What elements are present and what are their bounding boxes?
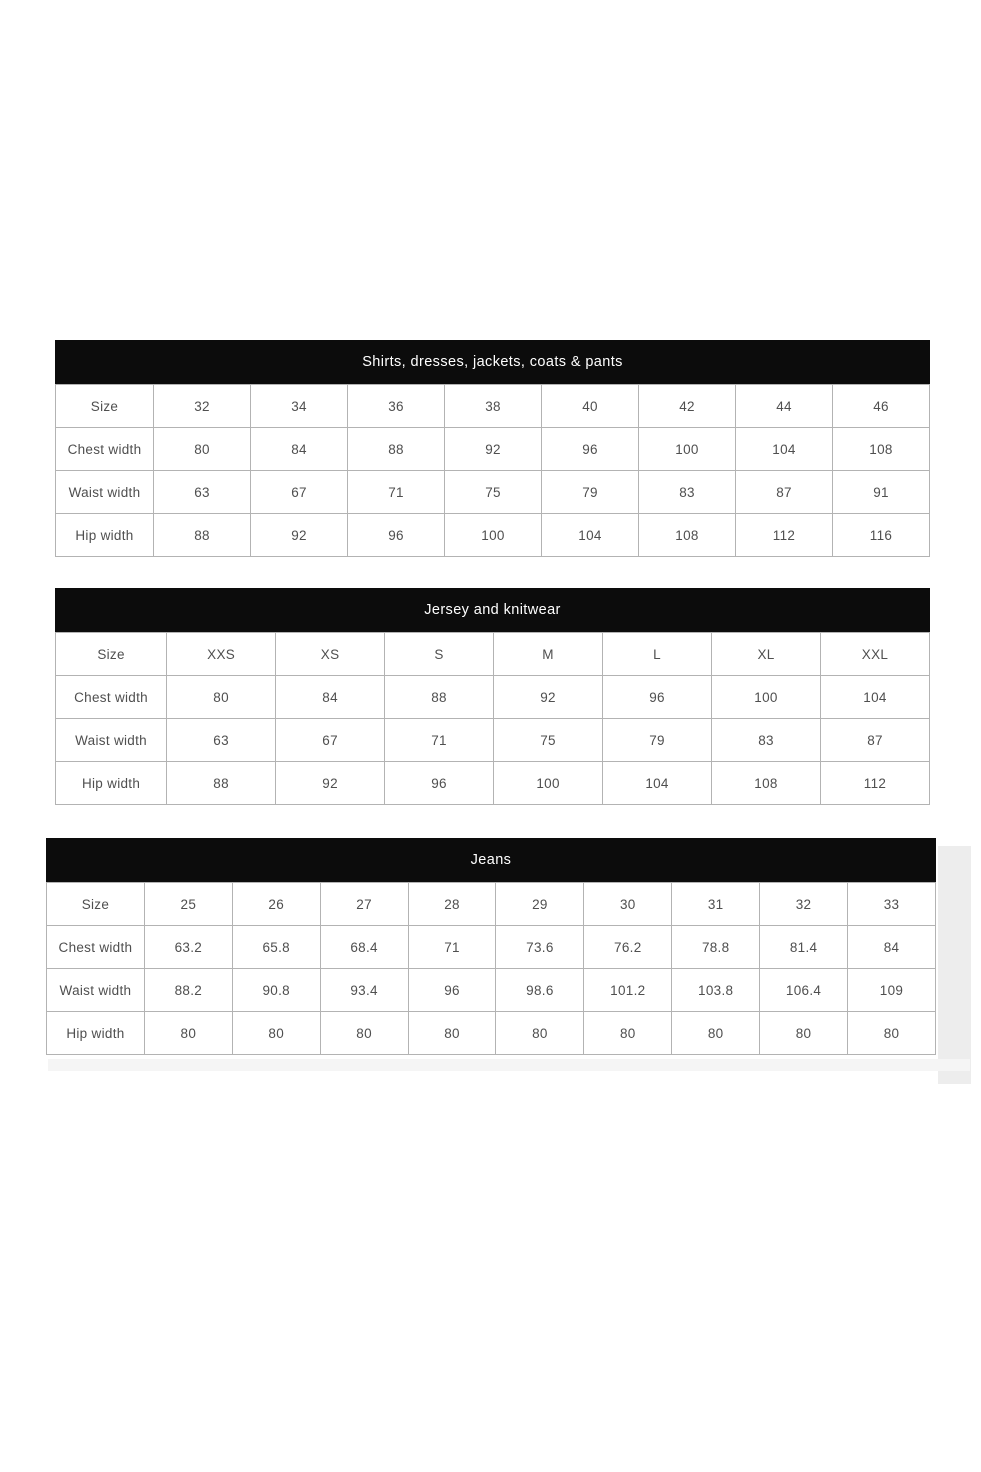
table-cell: 80 — [584, 1012, 672, 1055]
table-cell: L — [603, 633, 712, 676]
measurements-table — [55, 632, 930, 805]
table-cell: 80 — [144, 1012, 232, 1055]
table-cell: 80 — [320, 1012, 408, 1055]
table-cell: 106.4 — [760, 969, 848, 1012]
table-cell: 104 — [603, 762, 712, 805]
table-row — [56, 428, 930, 471]
table-cell: 100 — [494, 762, 603, 805]
table-row — [56, 385, 930, 428]
table-cell: 67 — [276, 719, 385, 762]
table-cell: 32 — [760, 883, 848, 926]
table-cell: 63.2 — [144, 926, 232, 969]
table-cell: S — [385, 633, 494, 676]
table-cell: 46 — [833, 385, 930, 428]
table-row — [56, 514, 930, 557]
table-cell: 104 — [736, 428, 833, 471]
row-label: Waist width — [56, 719, 167, 762]
table-cell: 101.2 — [584, 969, 672, 1012]
table-cell: 83 — [712, 719, 821, 762]
table-title-jersey: Jersey and knitwear — [55, 588, 930, 632]
table-cell: 116 — [833, 514, 930, 557]
table-cell: 112 — [736, 514, 833, 557]
table-cell: 80 — [154, 428, 251, 471]
table-cell: XS — [276, 633, 385, 676]
table-cell: 80 — [408, 1012, 496, 1055]
table-cell: 27 — [320, 883, 408, 926]
table-cell: 65.8 — [232, 926, 320, 969]
table-cell: 32 — [154, 385, 251, 428]
table-cell: 100 — [639, 428, 736, 471]
table-cell: 96 — [542, 428, 639, 471]
table-cell: 92 — [494, 676, 603, 719]
table-cell: 84 — [276, 676, 385, 719]
table-cell: 103.8 — [672, 969, 760, 1012]
table-cell: 80 — [232, 1012, 320, 1055]
table-cell: 96 — [408, 969, 496, 1012]
table-cell: 108 — [833, 428, 930, 471]
table-cell: 40 — [542, 385, 639, 428]
table-cell: 30 — [584, 883, 672, 926]
table-cell: 78.8 — [672, 926, 760, 969]
photo-artifact-strip — [938, 846, 971, 1084]
table-cell: 104 — [821, 676, 930, 719]
table-cell: 63 — [154, 471, 251, 514]
table-cell: 108 — [712, 762, 821, 805]
table-cell: 34 — [251, 385, 348, 428]
table-row — [56, 719, 930, 762]
table-cell: 36 — [348, 385, 445, 428]
table-cell: 88.2 — [144, 969, 232, 1012]
table-cell: 38 — [445, 385, 542, 428]
table-cell: 100 — [445, 514, 542, 557]
table-cell: XXS — [167, 633, 276, 676]
table-title-shirts: Shirts, dresses, jackets, coats & pants — [55, 340, 930, 384]
row-label: Chest width — [56, 676, 167, 719]
table-cell: 91 — [833, 471, 930, 514]
table-row — [56, 676, 930, 719]
table-cell: 26 — [232, 883, 320, 926]
table-cell: 93.4 — [320, 969, 408, 1012]
table-cell: 31 — [672, 883, 760, 926]
table-cell: 80 — [167, 676, 276, 719]
table-cell: 73.6 — [496, 926, 584, 969]
table-cell: 83 — [639, 471, 736, 514]
table-cell: 76.2 — [584, 926, 672, 969]
table-cell: 28 — [408, 883, 496, 926]
table-cell: 63 — [167, 719, 276, 762]
table-cell: 100 — [712, 676, 821, 719]
table-cell: 96 — [385, 762, 494, 805]
table-cell: 80 — [848, 1012, 936, 1055]
row-label: Size — [47, 883, 145, 926]
measurements-table — [55, 384, 930, 557]
table-cell: 80 — [672, 1012, 760, 1055]
table-cell: 71 — [348, 471, 445, 514]
table-cell: 42 — [639, 385, 736, 428]
table-cell: 84 — [251, 428, 348, 471]
table-cell: 67 — [251, 471, 348, 514]
table-cell: 75 — [445, 471, 542, 514]
size-table-jersey-and-knitwear — [55, 588, 930, 805]
table-cell: 79 — [603, 719, 712, 762]
photo-artifact-smudge — [48, 1059, 970, 1071]
table-cell: 88 — [348, 428, 445, 471]
table-cell: 44 — [736, 385, 833, 428]
table-row — [47, 926, 936, 969]
table-row — [56, 471, 930, 514]
table-cell: 108 — [639, 514, 736, 557]
row-label: Hip width — [56, 762, 167, 805]
row-label: Waist width — [56, 471, 154, 514]
table-cell: 96 — [348, 514, 445, 557]
table-cell: 112 — [821, 762, 930, 805]
table-cell: 98.6 — [496, 969, 584, 1012]
measurements-table — [46, 882, 936, 1055]
row-label: Chest width — [47, 926, 145, 969]
table-row — [56, 633, 930, 676]
table-cell: 87 — [736, 471, 833, 514]
table-cell: 25 — [144, 883, 232, 926]
row-label: Size — [56, 633, 167, 676]
table-cell: 88 — [154, 514, 251, 557]
table-cell: 104 — [542, 514, 639, 557]
table-cell: 96 — [603, 676, 712, 719]
table-cell: 88 — [385, 676, 494, 719]
size-table-shirts-dresses-jackets-coats-pants — [55, 340, 930, 557]
table-row — [47, 969, 936, 1012]
table-cell: 75 — [494, 719, 603, 762]
table-cell: 29 — [496, 883, 584, 926]
table-cell: 92 — [251, 514, 348, 557]
row-label: Hip width — [56, 514, 154, 557]
table-cell: 92 — [276, 762, 385, 805]
row-label: Hip width — [47, 1012, 145, 1055]
table-cell: 33 — [848, 883, 936, 926]
table-cell: 90.8 — [232, 969, 320, 1012]
table-row — [47, 883, 936, 926]
table-cell: XL — [712, 633, 821, 676]
row-label: Chest width — [56, 428, 154, 471]
table-cell: 88 — [167, 762, 276, 805]
table-cell: 84 — [848, 926, 936, 969]
table-cell: 80 — [760, 1012, 848, 1055]
table-cell: 87 — [821, 719, 930, 762]
table-cell: 68.4 — [320, 926, 408, 969]
table-cell: 80 — [496, 1012, 584, 1055]
table-cell: 71 — [385, 719, 494, 762]
table-cell: 92 — [445, 428, 542, 471]
table-title-jeans: Jeans — [46, 838, 936, 882]
table-cell: XXL — [821, 633, 930, 676]
size-table-jeans — [46, 838, 936, 1055]
table-cell: 81.4 — [760, 926, 848, 969]
table-cell: 79 — [542, 471, 639, 514]
table-row — [47, 1012, 936, 1055]
row-label: Waist width — [47, 969, 145, 1012]
table-row — [56, 762, 930, 805]
row-label: Size — [56, 385, 154, 428]
table-cell: M — [494, 633, 603, 676]
table-cell: 71 — [408, 926, 496, 969]
table-cell: 109 — [848, 969, 936, 1012]
